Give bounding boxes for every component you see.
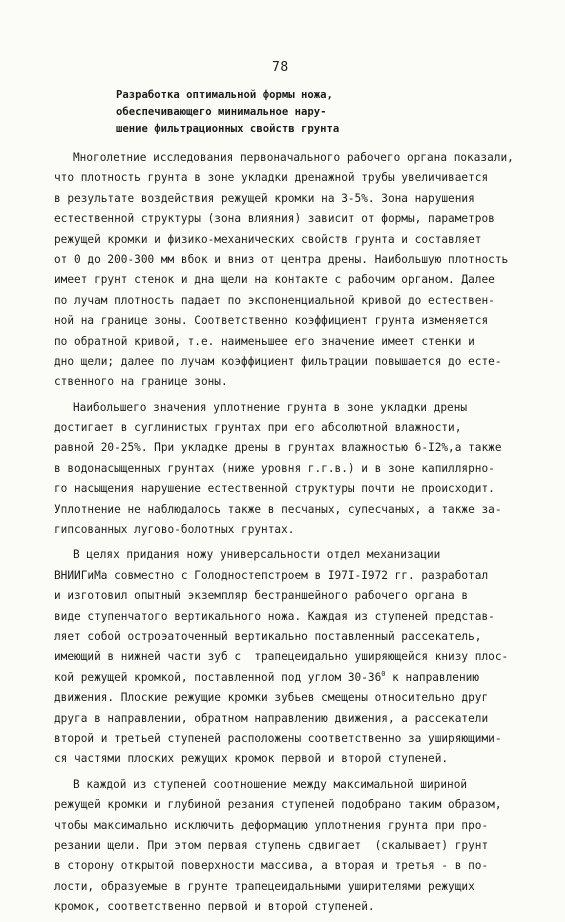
text-line: Многолетние исследования первоначального рабочего органа показали, <box>73 151 514 164</box>
text-line: гипсованных лугово-болотных грунтах. <box>54 523 295 537</box>
text-line: в водонасыщенных грунтах (ниже уровня г.г.в.) и в зоне капиллярно- <box>54 461 495 475</box>
heading-line: шение фильтрационных свойств грунта <box>116 123 340 135</box>
body-text <box>0 148 565 922</box>
text-line: го насыщения нарушение естественной структуры почти не происходит. <box>54 482 495 496</box>
heading-line: обеспечивающего минимальное нару- <box>116 106 327 118</box>
text-line: по лучам плотность падает по экспоненциальной кривой до естествен- <box>54 293 495 307</box>
text-line: ВНИИГиМа совместно с Голодностепстроем в I97I-I972 гг. разработал <box>54 568 489 582</box>
text-line: ственного на границе зоны. <box>54 375 228 389</box>
heading-line: Разработка оптимальной формы ножа, <box>116 89 333 101</box>
paragraph-3 <box>0 545 565 769</box>
text-fragment: кой режущей кромкой, поставленной под углом 30-36 <box>54 670 382 684</box>
text-line: ся частями плоских режущих кромок первой и второй ступеней. <box>54 752 449 766</box>
text-line: резании щели. При этом первая ступень сдвигает (скалывает) грунт <box>54 838 489 852</box>
text-line: движения. Плоские режущие кромки зубьев смещены относительно друг <box>54 691 489 705</box>
text-line: в результате воздействия режущей кромки на 3-5%. Зона нарушения <box>54 191 475 205</box>
text-line: чтобы максимально исключить деформацию уплотнения грунта при про- <box>54 818 489 832</box>
text-line: в сторону открытой поверхности массива, а вторая и третья - в по- <box>54 859 489 873</box>
text-line: кромок, соответственно первой и второй ступеней. <box>54 900 375 914</box>
text-line: друга в направлении, обратном направлению движения, а рассекатели <box>54 711 489 725</box>
text-line: виде ступенчатого вертикального ножа. Каждая из ступеней представ- <box>54 609 495 623</box>
page-number: 78 <box>272 60 289 75</box>
text-line: ляет собой остроэаточенный вертикально поставленный рассекатель, <box>54 629 482 643</box>
text-line: по обратной кривой, т.е. наименьшее его значение имеет стенки и <box>54 334 475 348</box>
text-line-with-degree <box>0 668 565 688</box>
text-line: лости, образуемые в грунте трапецеидальными уширителями режущих <box>54 879 475 893</box>
text-line: дно щели; далее по лучам коэффициент фильтрации повышается до есте- <box>54 354 502 368</box>
text-fragment: к направлению <box>385 670 480 684</box>
paragraph-1 <box>0 148 565 393</box>
text-line: естественной структуры (зона влияния) зависит от формы, параметров <box>54 212 495 226</box>
text-line: что плотность грунта в зоне укладки дренажной трубы увеличивается <box>54 171 489 185</box>
section-heading <box>116 87 446 138</box>
paragraph-2 <box>0 398 565 541</box>
text-line: Уплотнение не наблюдалось также в песчаных, супесчаных, а также за- <box>54 502 502 516</box>
text-line: ной на границе зоны. Соответственно коэффициент грунта изменяется <box>54 314 489 328</box>
degree-superscript: 0 <box>381 669 386 678</box>
text-line: и изготовил опытный экземпляр бестраншейного рабочего органа в <box>54 589 469 603</box>
text-line: достигает в суглинистых грунтах при его абсолютной влажности, <box>54 421 462 435</box>
paragraph-4 <box>0 775 565 918</box>
text-line: второй и третьей ступеней расположены соответственно за уширяющими- <box>54 731 502 745</box>
text-line: равной 20-25%. При укладке дрены в грунтах влажностью 6-I2%,а также <box>54 441 502 455</box>
text-line: имеет грунт стенок и дна щели на контакте с рабочим органом. Далее <box>54 273 495 287</box>
text-line: режущей кромки и глубиной резания ступеней подобрано таким образом, <box>54 798 502 812</box>
text-line: В каждой из ступеней соотношение между максимальной шириной <box>73 777 468 791</box>
text-line: от 0 до 200-300 мм вбок и вниз от центра дрены. Наибольшую плотность <box>54 252 509 266</box>
text-line: режущей кромки и физико-механических свойств грунта и составляет <box>54 232 482 246</box>
text-line: В целях придания ножу универсальности отдел механизации <box>73 548 441 562</box>
text-line: имеющий в нижней части зуб с трапецеидально уширяющейся книзу плос- <box>54 650 509 664</box>
text-line: Наибольшего значения уплотнение грунта в зоне укладки дрены <box>73 400 468 414</box>
